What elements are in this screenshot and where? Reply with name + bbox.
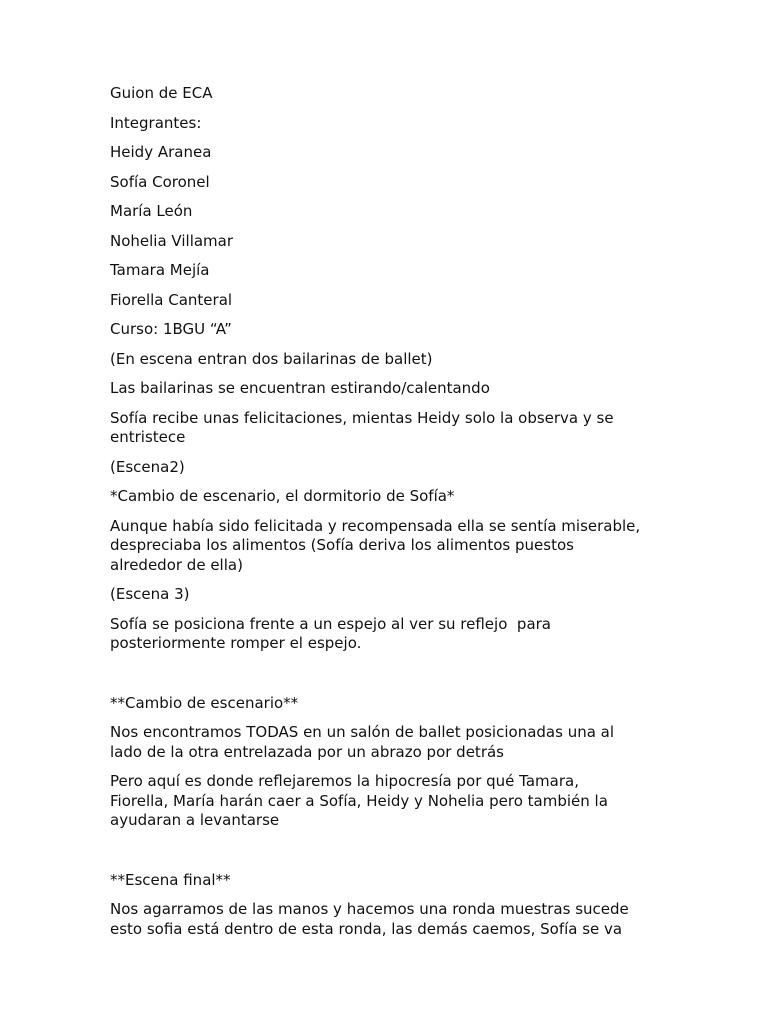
script-paragraph: Las bailarinas se encuentran estirando/calentando — [110, 379, 490, 397]
script-paragraph: Nos encontramos TODAS en un salón de ballet posicionadas una al lado de la otra entrelazada por un abrazo por detrás — [110, 723, 615, 761]
script-paragraph: Nos agarramos de las manos y hacemos una ronda muestras sucede esto sofia está dentro de esta ronda, las demás caemos, Sofía se va — [110, 900, 629, 938]
blank-space — [110, 664, 670, 694]
blank-space — [110, 841, 670, 871]
stage-direction: (En escena entran dos bailarinas de ballet) — [110, 349, 433, 368]
script-paragraph: Aunque había sido felicitada y recompensada ella se sentía miserable, despreciaba los alimentos (Sofía deriva los alimentos puestos alrededor de ella) — [110, 516, 641, 574]
scene-change: **Cambio de escenario** — [110, 693, 299, 712]
scene-heading: **Escena final** — [110, 870, 231, 889]
member-name: Fiorella Canteral — [110, 290, 233, 309]
script-paragraph: Sofía recibe unas felicitaciones, mientas Heidy solo la observa y se entristece — [110, 408, 614, 446]
document-title: Guion de ECA — [110, 84, 213, 102]
member-name: Heidy Aranea — [110, 143, 212, 161]
member-name: Nohelia Villamar — [110, 231, 234, 250]
scene-change: *Cambio de escenario, el dormitorio de Sofía* — [110, 487, 455, 505]
members-heading: Integrantes: — [110, 113, 202, 132]
scene-heading: (Escena 3) — [110, 585, 190, 603]
script-paragraph: Sofía se posiciona frente a un espejo al ver su reflejo para posteriormente romper el espejo. — [110, 614, 551, 652]
member-name: María León — [110, 202, 193, 220]
scene-heading: (Escena2) — [110, 457, 185, 476]
course-line: Curso: 1BGU “A” — [110, 320, 232, 338]
member-name: Sofía Coronel — [110, 172, 210, 191]
document-body — [110, 84, 670, 949]
script-paragraph: Pero aquí es donde reflejaremos la hipocresía por qué Tamara, Fiorella, María harán caer a Sofía, Heidy y Nohelia pero también la ayudaran a levantarse — [110, 772, 608, 829]
member-name: Tamara Mejía — [110, 261, 210, 279]
